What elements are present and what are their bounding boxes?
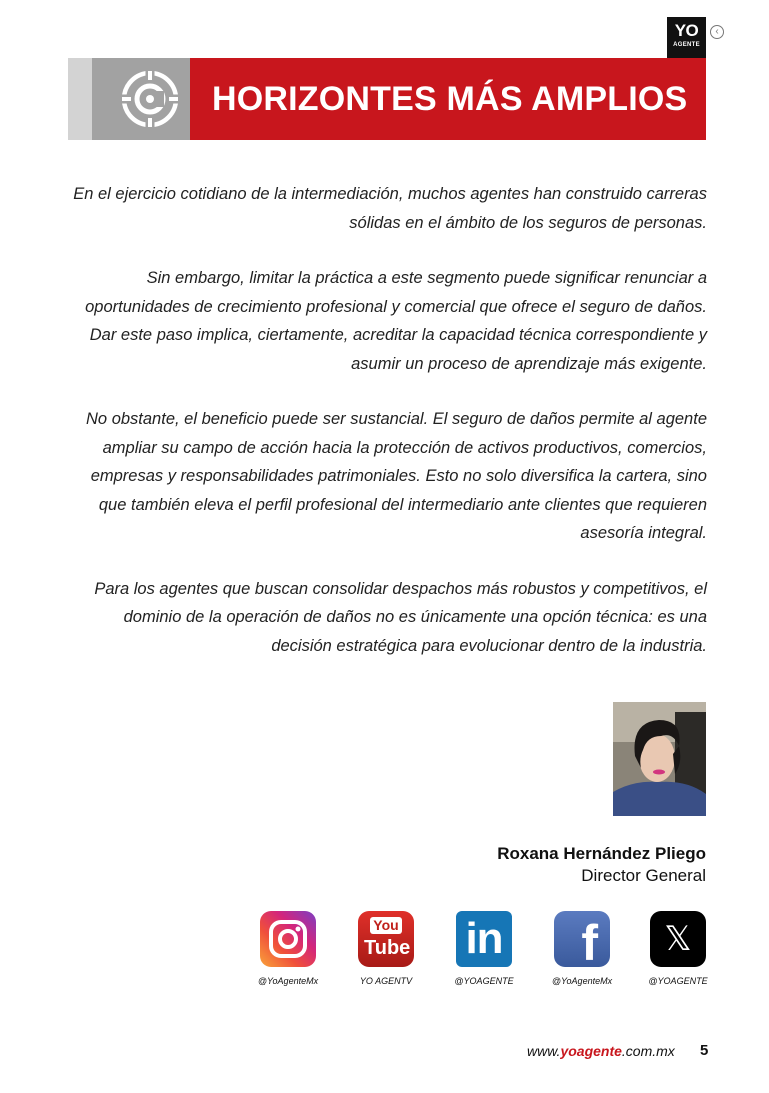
logo-yo-text: YO [674, 21, 699, 40]
linkedin-icon[interactable] [456, 911, 512, 967]
article-paragraph: No obstante, el beneficio puede ser sustancial. El seguro de daños permite al agente ampliar su campo de acción hacia la protección de activos productivos, comercios, empresas y responsabilidades patrimoniales. Esto no solo diversifica la cartera, sino que también eleva el perfil profesional del intermediario ante clientes que requieren asesoría integral. [86, 410, 707, 542]
url-suffix: .com.mx [621, 1043, 675, 1059]
article-paragraph: Sin embargo, limitar la práctica a este segmento puede significar renunciar a oportunidades de crecimiento profesional y comercial que ofrece el seguro de daños. Dar este paso implica, ciertamente, acreditar la capacidad técnica correspondiente y asumir un proceso de aprendizaje más exigente. [85, 269, 707, 373]
social-handle: @YoAgenteMx [257, 976, 319, 986]
author-role: Director General [581, 866, 706, 885]
page-number: 5 [700, 1042, 709, 1059]
social-x[interactable] [623, 911, 733, 986]
youtube-tube-text: Tube [364, 937, 411, 959]
target-crosshair-icon [120, 69, 180, 129]
instagram-icon[interactable] [260, 911, 316, 967]
article-paragraph: En el ejercicio cotidiano de la intermediación, muchos agentes han construido carreras sólidas en el ámbito de los seguros de personas. [73, 185, 707, 232]
social-linkedin[interactable] [429, 911, 539, 986]
youtube-icon[interactable] [358, 911, 414, 967]
author-photo [613, 702, 706, 816]
social-facebook[interactable] [527, 911, 637, 986]
social-handle: @YOAGENTE [454, 976, 514, 986]
page-title: HORIZONTES MÁS AMPLIOS [212, 80, 688, 118]
linkedin-in-text: in [465, 914, 503, 963]
article-paragraph: Para los agentes que buscan consolidar despachos más robustos y competitivos, el dominio de la operación de daños no es únicamente una opción técnica: es una decisión estratégica para evolucionar dentro de la industria. [94, 579, 707, 655]
facebook-icon[interactable] [554, 911, 610, 967]
url-prefix: www. [527, 1043, 561, 1059]
chevron-left-icon: ‹ [715, 26, 719, 37]
header-banner [68, 58, 706, 140]
url-domain: yoagente [560, 1043, 622, 1059]
author-name: Roxana Hernández Pliego [497, 844, 706, 863]
facebook-f-text: f [581, 915, 598, 967]
banner-gray-light [68, 58, 92, 140]
social-handle: YO AGENTV [359, 976, 413, 986]
social-handle: @YoAgenteMx [551, 976, 613, 986]
back-button[interactable] [710, 25, 724, 39]
x-icon[interactable] [650, 911, 706, 967]
social-handle: @YOAGENTE [648, 976, 708, 986]
youtube-you-text: You [370, 917, 402, 934]
social-youtube[interactable] [331, 911, 441, 986]
yo-agente-logo [667, 17, 706, 58]
social-instagram[interactable] [233, 911, 343, 986]
footer-url-link[interactable] [527, 1042, 675, 1060]
article-body [66, 180, 707, 687]
logo-agente-text: AGENTE [673, 42, 700, 48]
x-logo-text: 𝕏 [664, 919, 692, 959]
